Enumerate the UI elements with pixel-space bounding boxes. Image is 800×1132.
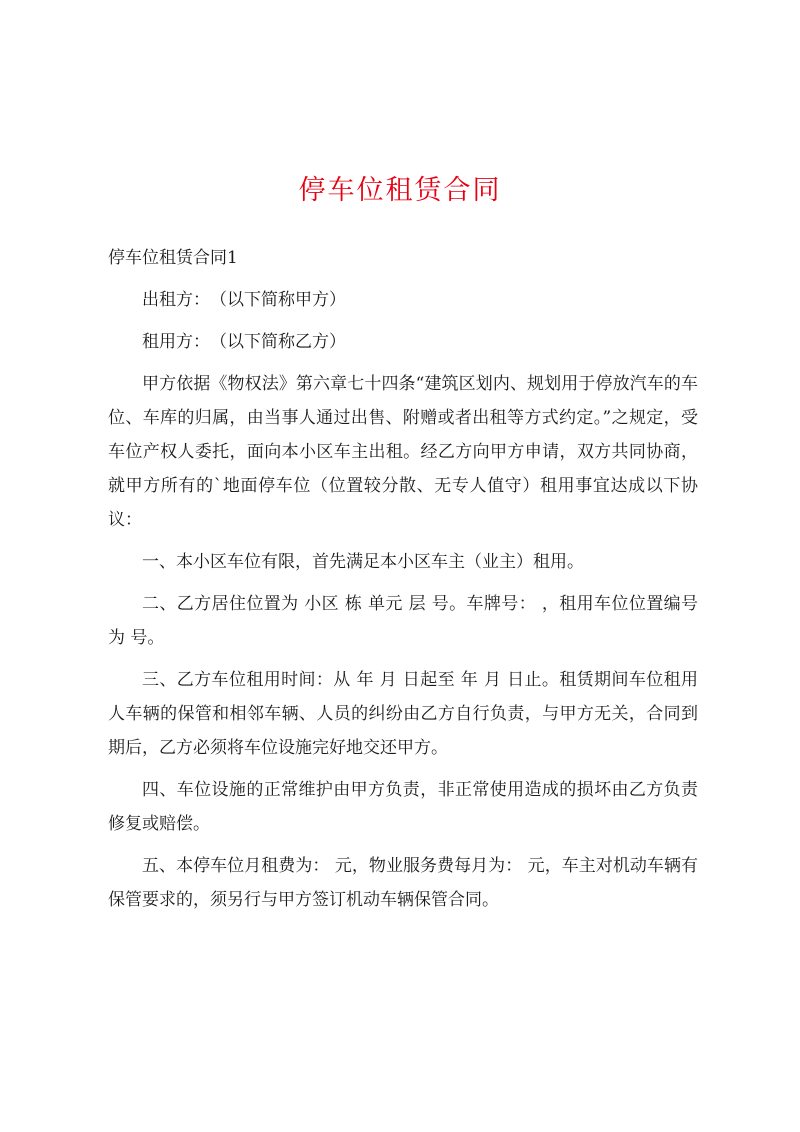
clause-4: 四、车位设施的正常维护由甲方负责，非正常使用造成的损坏由乙方负责修复或赔偿。 — [108, 780, 698, 834]
clause-5: 五、本停车位月租费为： 元，物业服务费每月为： 元，车主对机动车辆有保管要求的，须另行与甲方签订机动车辆保管合同。 — [108, 856, 698, 910]
clause-1: 一、本小区车位有限，首先满足本小区车主（业主）租用。 — [142, 552, 584, 572]
intro-paragraph: 甲方依据《物权法》第六章七十四条“建筑区划内、规划用于停放汽车的车位、车库的归属，由当事人通过出售、附赠或者出租等方式约定。”之规定，受车位产权人委托，面向本小区车主出租。经乙方向甲方申请，双方共同协商，就甲方所有的`地面停车位（位置较分散、无专人值守）租用事宜达成以下协议： — [108, 374, 698, 530]
clause-2: 二、乙方居住位置为 小区 栋 单元 层 号。车牌号： ，租用车位位置编号为 号。 — [108, 594, 698, 648]
section-heading: 停车位租赁合同1 — [108, 248, 238, 268]
document-title: 停车位租赁合同 — [298, 175, 502, 206]
clause-3: 三、乙方车位租用时间：从 年 月 日起至 年 月 日止。租赁期间车位租用人车辆的保管和相邻车辆、人员的纠纷由乙方自行负责，与甲方无关，合同到期后，乙方必须将车位设施完好地交还甲方。 — [108, 670, 698, 758]
lessee-line: 租用方： （以下简称乙方） — [142, 332, 346, 352]
lessor-line: 出租方： （以下简称甲方） — [142, 290, 346, 310]
document-body — [108, 241, 698, 925]
